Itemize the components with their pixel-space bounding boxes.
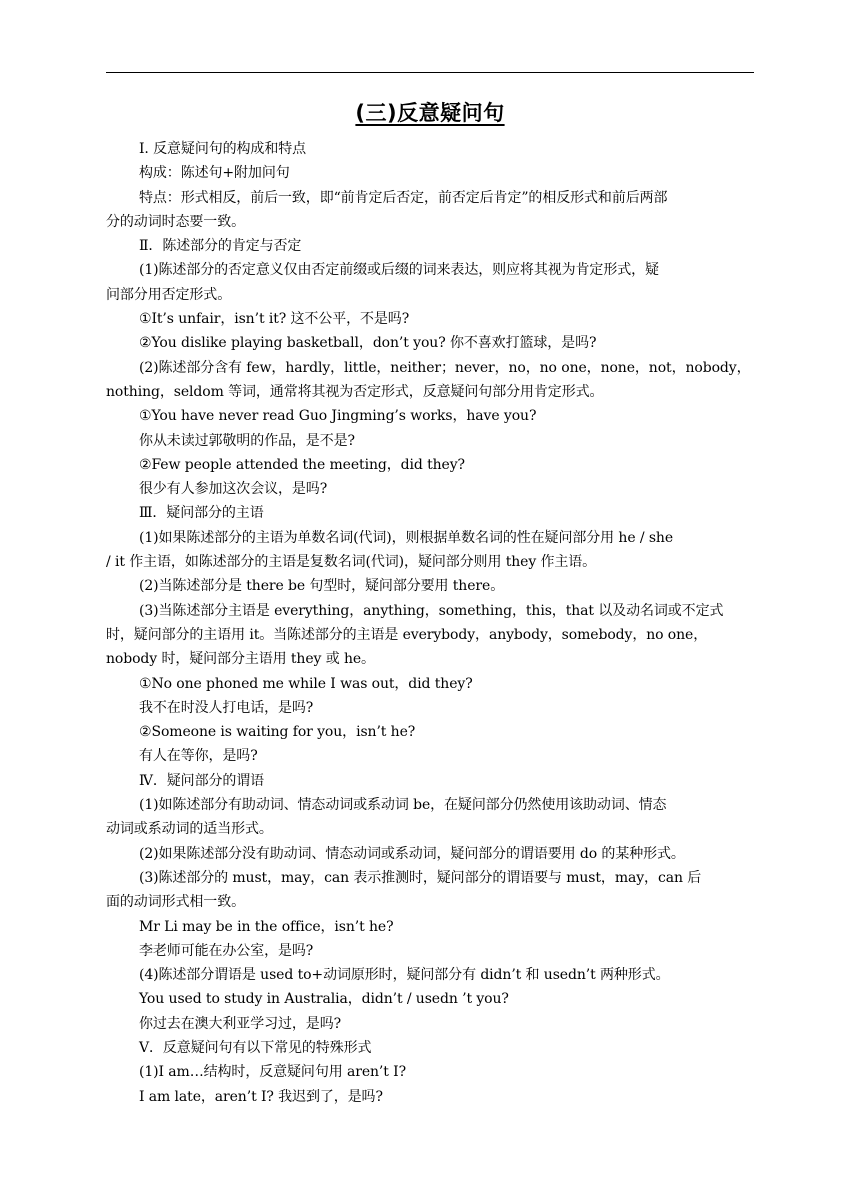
text-line: ①No one phoned me while I was out，did they?: [139, 675, 473, 692]
text-line: 分的动词时态要一致。: [106, 213, 245, 230]
text-line: 李老师可能在办公室，是吗?: [139, 942, 314, 959]
text-line: 你从未读过郭敬明的作品，是不是?: [139, 432, 355, 449]
text-line: (1)I am…结构时，反意疑问句用 aren’t I?: [139, 1064, 406, 1081]
text-line: 时，疑问部分的主语用 it。当陈述部分的主语是 everybody，anybody，somebody，no one，: [106, 626, 708, 643]
text-line: nothing，seldom 等词，通常将其视为否定形式，反意疑问句部分用肯定形式。: [106, 383, 604, 400]
text-line: 构成：陈述句+附加问句: [139, 165, 290, 182]
text-line: / it 作主语，如陈述部分的主语是复数名词(代词)，疑问部分则用 they 作主语。: [106, 554, 597, 571]
text-line: 我不在时没人打电话，是吗?: [139, 699, 314, 716]
text-line: Ⅲ．疑问部分的主语: [139, 505, 264, 522]
text-line: (2)如果陈述部分没有助动词、情态动词或系动词，疑问部分的谓语要用 do 的某种形式。: [139, 845, 685, 862]
text-line: ②Few people attended the meeting，did they?: [139, 456, 465, 473]
text-line: Ⅴ．反意疑问句有以下常见的特殊形式: [139, 1039, 372, 1056]
text-line: (1)如陈述部分有助动词、情态动词或系动词 be，在疑问部分仍然使用该助动词、情态: [139, 797, 667, 814]
text-line: 很少有人参加这次会议，是吗?: [139, 481, 328, 498]
text-line: (4)陈述部分谓语是 used to+动词原形时，疑问部分有 didn’t 和 usedn’t 两种形式。: [139, 967, 670, 984]
text-line: (1)陈述部分的否定意义仅由否定前缀或后缀的词来表达，则应将其视为肯定形式，疑: [139, 262, 659, 279]
text-line: Ⅳ．疑问部分的谓语: [139, 772, 265, 789]
text-line: Ⅰ. 反意疑问句的构成和特点: [139, 141, 307, 157]
text-line: (1)如果陈述部分的主语为单数名词(代词)，则根据单数名词的性在疑问部分用 he / she: [139, 529, 674, 546]
text-line: You used to study in Australia，didn’t / usedn ’t you?: [139, 991, 509, 1008]
text-line: 特点：形式相反，前后一致，即“前肯定后否定，前否定后肯定”的相反形式和前后两部: [139, 189, 668, 206]
text-line: (3)陈述部分的 must，may，can 表示推测时，疑问部分的谓语要与 must，may，can 后: [139, 869, 702, 886]
text-line: 面的动词形式相一致。: [106, 894, 245, 911]
text-line: ①It’s unfair，isn’t it? 这不公平，不是吗?: [139, 311, 410, 328]
text-line: nobody 时，疑问部分主语用 they 或 he。: [106, 651, 375, 668]
text-line: ②You dislike playing basketball，don’t you? 你不喜欢打篮球，是吗?: [139, 335, 597, 352]
text-line: ②Someone is waiting for you，isn’t he?: [139, 724, 416, 741]
text-line: 有人在等你，是吗?: [139, 748, 258, 765]
text-line: (2)陈述部分含有 few，hardly，little，neither；never，no，no one，none，not，nobody，: [139, 359, 751, 376]
document-body: [106, 137, 754, 1109]
text-line: 问部分用否定形式。: [106, 286, 232, 303]
text-line: Mr Li may be in the office，isn’t he?: [139, 918, 394, 935]
text-line: (2)当陈述部分是 there be 句型时，疑问部分要用 there。: [139, 578, 505, 595]
text-line: ①You have never read Guo Jingming’s works，have you?: [139, 408, 537, 425]
text-line: I am late，aren’t I? 我迟到了，是吗?: [139, 1088, 383, 1105]
page-title: (三)反意疑问句: [355, 101, 505, 125]
text-line: 动词或系动词的适当形式。: [106, 821, 273, 838]
text-line: (3)当陈述部分主语是 everything，anything，something，this，that 以及动名词或不定式: [139, 602, 724, 619]
text-line: 你过去在澳大利亚学习过，是吗?: [139, 1015, 342, 1032]
text-line: Ⅱ．陈述部分的肯定与否定: [139, 238, 302, 255]
header-rule: [106, 72, 754, 73]
